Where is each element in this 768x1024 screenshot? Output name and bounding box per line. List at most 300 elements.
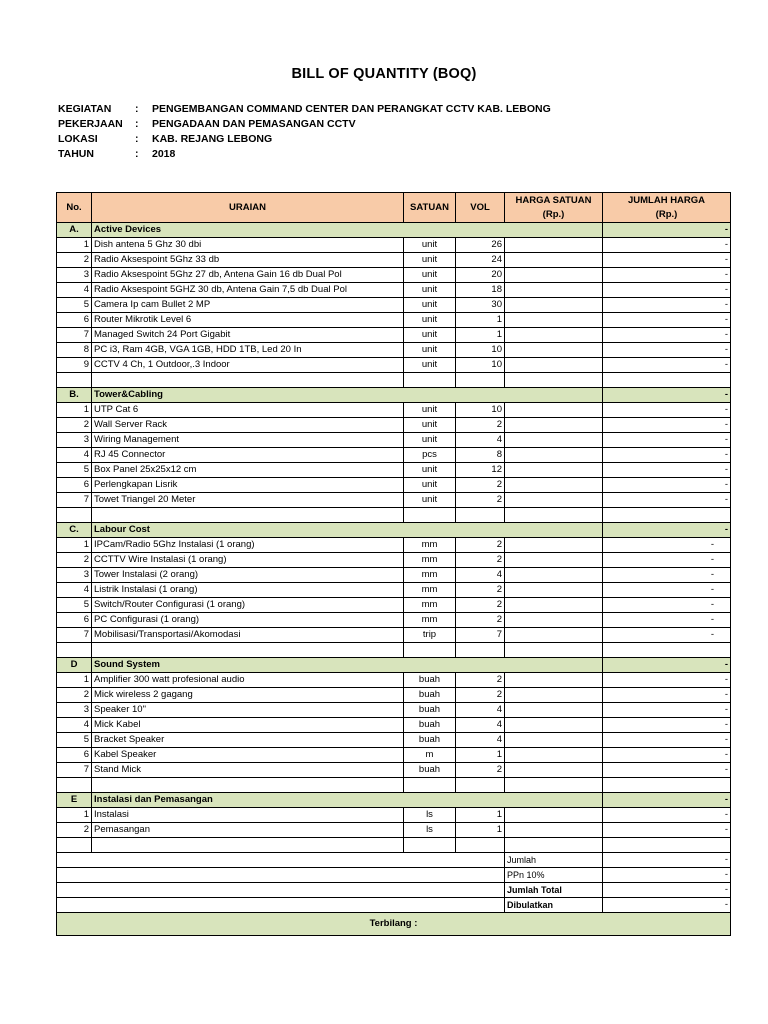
item-description: Mobilisasi/Transportasi/Akomodasi bbox=[92, 628, 404, 643]
item-description: Mick wireless 2 gagang bbox=[92, 688, 404, 703]
item-description: UTP Cat 6 bbox=[92, 403, 404, 418]
item-total: - bbox=[603, 343, 731, 358]
item-description: Bracket Speaker bbox=[92, 733, 404, 748]
item-unit-price bbox=[505, 718, 603, 733]
item-unit-price bbox=[505, 733, 603, 748]
item-unit: mm bbox=[404, 583, 456, 598]
item-total: - bbox=[603, 763, 731, 778]
item-unit: unit bbox=[404, 358, 456, 373]
item-unit-price bbox=[505, 298, 603, 313]
terbilang-row bbox=[57, 913, 731, 936]
item-no: 5 bbox=[57, 598, 92, 613]
summary-label: PPn 10% bbox=[505, 868, 603, 883]
item-unit-price bbox=[505, 493, 603, 508]
blank-row bbox=[57, 778, 731, 793]
item-total: - bbox=[603, 463, 731, 478]
section-code: B. bbox=[57, 388, 92, 403]
blank-cell bbox=[404, 838, 456, 853]
item-description: IPCam/Radio 5Ghz Instalasi (1 orang) bbox=[92, 538, 404, 553]
item-volume: 4 bbox=[456, 718, 505, 733]
blank-cell bbox=[603, 643, 731, 658]
item-unit: buah bbox=[404, 703, 456, 718]
item-total: - bbox=[603, 553, 731, 568]
table-row bbox=[57, 733, 731, 748]
document-title: BILL OF QUANTITY (BOQ) bbox=[291, 66, 477, 82]
table-row bbox=[57, 283, 731, 298]
col-header-jumlah-harga-label: JUMLAH HARGA bbox=[627, 194, 706, 206]
item-unit-price bbox=[505, 628, 603, 643]
blank-cell bbox=[57, 508, 92, 523]
item-volume: 10 bbox=[456, 358, 505, 373]
item-total: - bbox=[603, 718, 731, 733]
blank-cell bbox=[92, 643, 404, 658]
item-volume: 8 bbox=[456, 448, 505, 463]
info-value: 2018 bbox=[152, 148, 176, 160]
table-row bbox=[57, 463, 731, 478]
item-unit: unit bbox=[404, 238, 456, 253]
col-header-vol: VOL bbox=[456, 193, 505, 223]
item-unit-price bbox=[505, 763, 603, 778]
item-no: 4 bbox=[57, 718, 92, 733]
item-volume: 2 bbox=[456, 493, 505, 508]
section-row bbox=[57, 658, 731, 673]
item-unit: unit bbox=[404, 343, 456, 358]
item-volume: 20 bbox=[456, 268, 505, 283]
summary-value: - bbox=[603, 883, 731, 898]
blank-cell bbox=[603, 838, 731, 853]
item-total: - bbox=[603, 298, 731, 313]
item-volume: 2 bbox=[456, 673, 505, 688]
blank-cell bbox=[57, 643, 92, 658]
item-description: Wall Server Rack bbox=[92, 418, 404, 433]
item-total: - bbox=[603, 583, 731, 598]
blank-cell bbox=[404, 373, 456, 388]
item-no: 5 bbox=[57, 733, 92, 748]
item-volume: 1 bbox=[456, 328, 505, 343]
table-row bbox=[57, 763, 731, 778]
item-total: - bbox=[603, 568, 731, 583]
item-no: 6 bbox=[57, 613, 92, 628]
item-total: - bbox=[603, 808, 731, 823]
item-volume: 26 bbox=[456, 238, 505, 253]
item-volume: 2 bbox=[456, 688, 505, 703]
item-total: - bbox=[603, 253, 731, 268]
summary-row bbox=[57, 883, 731, 898]
item-unit-price bbox=[505, 568, 603, 583]
item-description: Managed Switch 24 Port Gigabit bbox=[92, 328, 404, 343]
item-no: 3 bbox=[57, 568, 92, 583]
blank-cell bbox=[456, 373, 505, 388]
blank-cell bbox=[505, 643, 603, 658]
blank-cell bbox=[603, 508, 731, 523]
summary-row bbox=[57, 853, 731, 868]
item-volume: 4 bbox=[456, 433, 505, 448]
table-row bbox=[57, 823, 731, 838]
section-code: E bbox=[57, 793, 92, 808]
section-title: Labour Cost bbox=[92, 523, 603, 538]
summary-row bbox=[57, 898, 731, 913]
item-no: 6 bbox=[57, 313, 92, 328]
item-no: 7 bbox=[57, 763, 92, 778]
blank-row bbox=[57, 508, 731, 523]
blank-cell bbox=[505, 778, 603, 793]
table-row bbox=[57, 808, 731, 823]
item-unit: trip bbox=[404, 628, 456, 643]
table-row bbox=[57, 688, 731, 703]
item-no: 2 bbox=[57, 553, 92, 568]
item-total: - bbox=[603, 418, 731, 433]
item-no: 7 bbox=[57, 493, 92, 508]
summary-label: Jumlah bbox=[505, 853, 603, 868]
item-unit: mm bbox=[404, 568, 456, 583]
table-row bbox=[57, 418, 731, 433]
blank-cell bbox=[456, 778, 505, 793]
item-unit: buah bbox=[404, 733, 456, 748]
item-no: 9 bbox=[57, 358, 92, 373]
item-description: Radio Aksespoint 5Ghz 27 db, Antena Gain 16 db Dual Pol bbox=[92, 268, 404, 283]
col-header-no: No. bbox=[57, 193, 92, 223]
info-row-pekerjaan bbox=[58, 117, 551, 132]
item-volume: 30 bbox=[456, 298, 505, 313]
info-key: KEGIATAN bbox=[58, 103, 112, 115]
item-unit-price bbox=[505, 538, 603, 553]
item-description: Tower Instalasi (2 orang) bbox=[92, 568, 404, 583]
info-key: LOKASI bbox=[58, 133, 98, 145]
item-unit: unit bbox=[404, 313, 456, 328]
item-description: Radio Aksespoint 5Ghz 33 db bbox=[92, 253, 404, 268]
item-no: 7 bbox=[57, 628, 92, 643]
item-no: 2 bbox=[57, 253, 92, 268]
summary-spacer bbox=[57, 868, 505, 883]
info-value: PENGEMBANGAN COMMAND CENTER DAN PERANGKAT CCTV KAB. LEBONG bbox=[152, 103, 551, 115]
section-title: Sound System bbox=[92, 658, 603, 673]
item-no: 5 bbox=[57, 298, 92, 313]
item-unit-price bbox=[505, 673, 603, 688]
blank-cell bbox=[456, 838, 505, 853]
blank-cell bbox=[404, 643, 456, 658]
item-description: Stand Mick bbox=[92, 763, 404, 778]
summary-spacer bbox=[57, 853, 505, 868]
item-unit: unit bbox=[404, 418, 456, 433]
item-description: Amplifier 300 watt profesional audio bbox=[92, 673, 404, 688]
item-no: 3 bbox=[57, 268, 92, 283]
item-unit-price bbox=[505, 703, 603, 718]
item-no: 1 bbox=[57, 808, 92, 823]
item-total: - bbox=[603, 673, 731, 688]
item-unit: unit bbox=[404, 253, 456, 268]
table-row bbox=[57, 493, 731, 508]
table-row bbox=[57, 298, 731, 313]
item-unit: unit bbox=[404, 493, 456, 508]
item-unit: unit bbox=[404, 478, 456, 493]
item-unit-price bbox=[505, 688, 603, 703]
section-row bbox=[57, 388, 731, 403]
info-row-lokasi bbox=[58, 132, 551, 147]
item-description: Listrik Instalasi (1 orang) bbox=[92, 583, 404, 598]
item-total: - bbox=[603, 823, 731, 838]
col-header-jumlah-harga bbox=[603, 193, 731, 223]
item-volume: 4 bbox=[456, 703, 505, 718]
info-key: TAHUN bbox=[58, 148, 94, 160]
item-volume: 12 bbox=[456, 463, 505, 478]
table-row bbox=[57, 673, 731, 688]
item-total: - bbox=[603, 328, 731, 343]
item-total: - bbox=[603, 733, 731, 748]
item-unit: unit bbox=[404, 463, 456, 478]
item-unit: mm bbox=[404, 538, 456, 553]
section-title: Active Devices bbox=[92, 223, 603, 238]
item-volume: 1 bbox=[456, 313, 505, 328]
section-total: - bbox=[603, 658, 731, 673]
item-unit-price bbox=[505, 268, 603, 283]
item-total: - bbox=[603, 748, 731, 763]
info-key: PEKERJAAN bbox=[58, 118, 123, 130]
table-row bbox=[57, 598, 731, 613]
summary-label: Jumlah Total bbox=[505, 883, 603, 898]
col-header-harga-satuan bbox=[505, 193, 603, 223]
item-description: Pemasangan bbox=[92, 823, 404, 838]
table-row bbox=[57, 703, 731, 718]
summary-spacer bbox=[57, 883, 505, 898]
item-unit-price bbox=[505, 283, 603, 298]
item-no: 3 bbox=[57, 703, 92, 718]
item-volume: 7 bbox=[456, 628, 505, 643]
blank-cell bbox=[92, 373, 404, 388]
section-total: - bbox=[603, 388, 731, 403]
table-row bbox=[57, 553, 731, 568]
item-unit-price bbox=[505, 433, 603, 448]
item-volume: 10 bbox=[456, 403, 505, 418]
item-unit-price bbox=[505, 808, 603, 823]
item-unit: unit bbox=[404, 403, 456, 418]
item-no: 4 bbox=[57, 583, 92, 598]
col-header-satuan: SATUAN bbox=[404, 193, 456, 223]
item-total: - bbox=[603, 628, 731, 643]
item-no: 7 bbox=[57, 328, 92, 343]
section-row bbox=[57, 793, 731, 808]
blank-cell bbox=[92, 778, 404, 793]
item-total: - bbox=[603, 358, 731, 373]
item-unit: ls bbox=[404, 823, 456, 838]
item-description: Perlengkapan Lisrik bbox=[92, 478, 404, 493]
blank-cell bbox=[456, 643, 505, 658]
item-unit-price bbox=[505, 313, 603, 328]
section-code: A. bbox=[57, 223, 92, 238]
section-total: - bbox=[603, 523, 731, 538]
project-info bbox=[58, 102, 551, 162]
item-unit: m bbox=[404, 748, 456, 763]
item-volume: 24 bbox=[456, 253, 505, 268]
summary-spacer bbox=[57, 898, 505, 913]
item-unit-price bbox=[505, 448, 603, 463]
summary-label: Dibulatkan bbox=[505, 898, 603, 913]
col-header-harga-satuan-unit: (Rp.) bbox=[542, 208, 565, 220]
item-unit: buah bbox=[404, 763, 456, 778]
boq-table bbox=[56, 192, 731, 936]
item-volume: 2 bbox=[456, 598, 505, 613]
summary-value: - bbox=[603, 853, 731, 868]
item-volume: 18 bbox=[456, 283, 505, 298]
item-unit-price bbox=[505, 553, 603, 568]
table-row bbox=[57, 718, 731, 733]
item-total: - bbox=[603, 283, 731, 298]
item-volume: 2 bbox=[456, 478, 505, 493]
item-unit-price bbox=[505, 403, 603, 418]
item-unit-price bbox=[505, 343, 603, 358]
item-no: 6 bbox=[57, 748, 92, 763]
item-no: 1 bbox=[57, 403, 92, 418]
table-row bbox=[57, 403, 731, 418]
col-header-uraian: URAIAN bbox=[92, 193, 404, 223]
item-unit: unit bbox=[404, 433, 456, 448]
item-unit-price bbox=[505, 328, 603, 343]
item-description: Mick Kabel bbox=[92, 718, 404, 733]
item-total: - bbox=[603, 478, 731, 493]
item-no: 2 bbox=[57, 688, 92, 703]
table-row bbox=[57, 253, 731, 268]
item-total: - bbox=[603, 598, 731, 613]
item-total: - bbox=[603, 433, 731, 448]
section-row bbox=[57, 223, 731, 238]
item-description: Camera Ip cam Bullet 2 MP bbox=[92, 298, 404, 313]
item-total: - bbox=[603, 268, 731, 283]
blank-cell bbox=[57, 838, 92, 853]
item-description: CCTV 4 Ch, 1 Outdoor,.3 Indoor bbox=[92, 358, 404, 373]
item-unit: unit bbox=[404, 283, 456, 298]
item-volume: 2 bbox=[456, 418, 505, 433]
item-volume: 2 bbox=[456, 763, 505, 778]
table-row bbox=[57, 748, 731, 763]
table-row bbox=[57, 628, 731, 643]
item-no: 4 bbox=[57, 283, 92, 298]
item-total: - bbox=[603, 313, 731, 328]
info-separator: : bbox=[135, 133, 139, 145]
item-volume: 10 bbox=[456, 343, 505, 358]
table-row bbox=[57, 343, 731, 358]
item-total: - bbox=[603, 403, 731, 418]
table-row bbox=[57, 313, 731, 328]
item-unit-price bbox=[505, 463, 603, 478]
item-unit: buah bbox=[404, 688, 456, 703]
blank-cell bbox=[404, 778, 456, 793]
item-unit-price bbox=[505, 253, 603, 268]
item-description: PC i3, Ram 4GB, VGA 1GB, HDD 1TB, Led 20 In bbox=[92, 343, 404, 358]
item-unit: buah bbox=[404, 673, 456, 688]
item-unit: unit bbox=[404, 328, 456, 343]
item-description: Kabel Speaker bbox=[92, 748, 404, 763]
item-unit-price bbox=[505, 418, 603, 433]
terbilang-label: Terbilang : bbox=[57, 913, 731, 936]
blank-cell bbox=[57, 373, 92, 388]
item-description: Router Mikrotik Level 6 bbox=[92, 313, 404, 328]
item-no: 6 bbox=[57, 478, 92, 493]
item-unit-price bbox=[505, 583, 603, 598]
summary-row bbox=[57, 868, 731, 883]
summary-value: - bbox=[603, 868, 731, 883]
item-unit: unit bbox=[404, 298, 456, 313]
summary-value: - bbox=[603, 898, 731, 913]
info-row-tahun bbox=[58, 147, 551, 162]
section-title: Tower&Cabling bbox=[92, 388, 603, 403]
item-volume: 1 bbox=[456, 808, 505, 823]
item-no: 5 bbox=[57, 463, 92, 478]
section-code: C. bbox=[57, 523, 92, 538]
item-unit: ls bbox=[404, 808, 456, 823]
blank-cell bbox=[92, 838, 404, 853]
item-unit-price bbox=[505, 478, 603, 493]
item-description: Speaker 10" bbox=[92, 703, 404, 718]
item-total: - bbox=[603, 448, 731, 463]
item-no: 2 bbox=[57, 823, 92, 838]
blank-row bbox=[57, 838, 731, 853]
item-unit-price bbox=[505, 238, 603, 253]
item-no: 1 bbox=[57, 673, 92, 688]
item-unit-price bbox=[505, 823, 603, 838]
table-row bbox=[57, 358, 731, 373]
item-description: Instalasi bbox=[92, 808, 404, 823]
item-volume: 4 bbox=[456, 733, 505, 748]
blank-cell bbox=[603, 778, 731, 793]
item-volume: 2 bbox=[456, 553, 505, 568]
col-header-harga-satuan-label: HARGA SATUAN bbox=[515, 194, 592, 206]
info-separator: : bbox=[135, 103, 139, 115]
blank-cell bbox=[603, 373, 731, 388]
item-unit-price bbox=[505, 613, 603, 628]
item-no: 1 bbox=[57, 238, 92, 253]
info-row-kegiatan bbox=[58, 102, 551, 117]
item-unit-price bbox=[505, 598, 603, 613]
blank-cell bbox=[404, 508, 456, 523]
item-unit: mm bbox=[404, 613, 456, 628]
item-total: - bbox=[603, 493, 731, 508]
item-description: RJ 45 Connector bbox=[92, 448, 404, 463]
item-no: 4 bbox=[57, 448, 92, 463]
item-no: 2 bbox=[57, 418, 92, 433]
table-row bbox=[57, 268, 731, 283]
info-separator: : bbox=[135, 148, 139, 160]
blank-cell bbox=[505, 373, 603, 388]
item-description: Wiring Management bbox=[92, 433, 404, 448]
info-value: KAB. REJANG LEBONG bbox=[152, 133, 273, 145]
item-volume: 2 bbox=[456, 583, 505, 598]
item-unit: mm bbox=[404, 553, 456, 568]
item-no: 3 bbox=[57, 433, 92, 448]
section-row bbox=[57, 523, 731, 538]
item-unit: buah bbox=[404, 718, 456, 733]
item-no: 1 bbox=[57, 538, 92, 553]
section-code: D bbox=[57, 658, 92, 673]
item-total: - bbox=[603, 703, 731, 718]
item-description: Box Panel 25x25x12 cm bbox=[92, 463, 404, 478]
section-total: - bbox=[603, 223, 731, 238]
table-row bbox=[57, 433, 731, 448]
section-total: - bbox=[603, 793, 731, 808]
header-row bbox=[57, 193, 731, 223]
blank-cell bbox=[57, 778, 92, 793]
table-row bbox=[57, 238, 731, 253]
item-description: Radio Aksespoint 5GHZ 30 db, Antena Gain 7,5 db Dual Pol bbox=[92, 283, 404, 298]
info-value: PENGADAAN DAN PEMASANGAN CCTV bbox=[152, 118, 356, 130]
item-volume: 2 bbox=[456, 613, 505, 628]
item-description: CCTTV Wire Instalasi (1 orang) bbox=[92, 553, 404, 568]
item-no: 8 bbox=[57, 343, 92, 358]
item-unit-price bbox=[505, 748, 603, 763]
item-total: - bbox=[603, 538, 731, 553]
item-total: - bbox=[603, 613, 731, 628]
table-row bbox=[57, 568, 731, 583]
table-header bbox=[57, 193, 731, 223]
item-description: Switch/Router Configurasi (1 orang) bbox=[92, 598, 404, 613]
